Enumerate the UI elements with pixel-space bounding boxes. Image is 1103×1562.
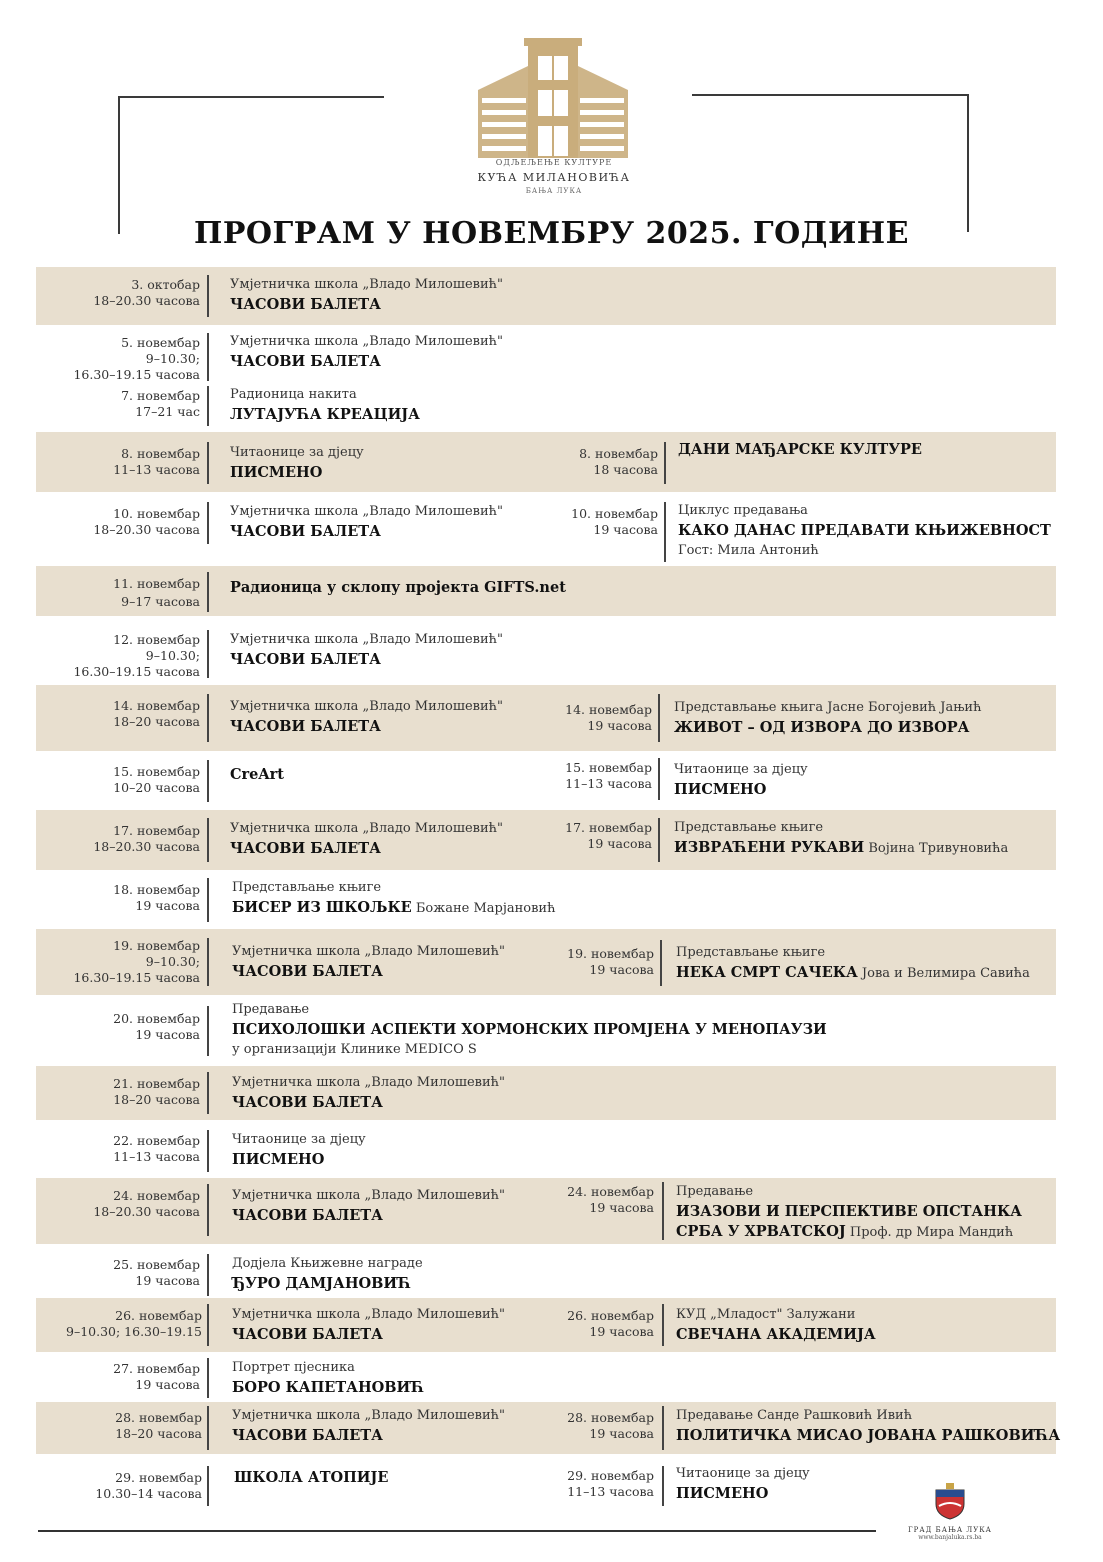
event-date (60, 823, 200, 855)
event-description (674, 698, 981, 738)
event-subtitle: Умјетничка школа „Владо Милошевић" (232, 1408, 505, 1423)
event-time: 19 часова (135, 898, 200, 913)
event-divider (207, 630, 209, 678)
event-divider (664, 442, 666, 484)
event-title: КАКО ДАНАС ПРЕДАВАТИ КЊИЖЕВНОСТ (678, 522, 1051, 539)
event-date (40, 938, 200, 986)
event-date (514, 1308, 654, 1340)
event-title: ИЗВРАЋЕНИ РУКАВИ (674, 839, 865, 856)
event-date (40, 1308, 202, 1340)
event-divider (207, 760, 209, 802)
event-time: 19 часова (589, 1426, 654, 1441)
event-day: 14. новембар (113, 698, 200, 713)
event-author: Јова и Велимира Савића (861, 966, 1030, 981)
event-date (60, 1011, 200, 1043)
event-divider (207, 938, 209, 986)
event-day: 24. новембар (567, 1184, 654, 1199)
event-date (512, 760, 652, 792)
event-subtitle: Предавање (232, 1002, 310, 1017)
event-date (60, 1470, 202, 1502)
event-time: 9–10.30; 16.30–19.15 часова (73, 648, 200, 679)
event-subtitle: Умјетничка школа „Владо Милошевић" (230, 699, 503, 714)
event-divider (207, 1466, 209, 1506)
event-date (40, 335, 200, 383)
event-time: 11–13 часова (567, 1484, 654, 1499)
event-time: 19 часова (589, 962, 654, 977)
event-description (230, 765, 284, 785)
event-day: 5. новембар (121, 335, 200, 350)
event-subtitle: Додјела Књижевне награде (232, 1256, 423, 1271)
event-title: ЖИВОТ – ОД ИЗВОРА ДО ИЗВОРА (674, 719, 970, 736)
event-description (232, 878, 555, 919)
event-date (514, 1410, 654, 1442)
event-divider (658, 694, 660, 742)
event-title: ЧАСОВИ БАЛЕТА (230, 718, 381, 735)
event-divider (207, 1304, 209, 1346)
event-subtitle: Представљање књиге (232, 880, 382, 895)
event-date (514, 1184, 654, 1216)
event-description (676, 1305, 876, 1345)
event-day: 18. новембар (113, 882, 200, 897)
event-time: 10.30–14 часова (95, 1486, 202, 1501)
event-day: 12. новембар (113, 632, 200, 647)
event-subtitle: Умјетничка школа „Владо Милошевић" (230, 334, 503, 349)
event-date (40, 632, 200, 680)
event-subtitle: Читаонице за дјецу (674, 762, 808, 777)
event-time: 11–13 часова (113, 1149, 200, 1164)
event-description (230, 578, 566, 598)
institution-name-block (470, 158, 638, 195)
event-divider (207, 1006, 209, 1056)
event-time: 18–20.30 часова (93, 293, 200, 308)
city-name: ГРАД БАЊА ЛУКА (908, 1526, 992, 1534)
event-time: 9–17 часова (121, 594, 200, 609)
event-title: СВЕЧАНА АКАДЕМИЈА (676, 1326, 876, 1343)
event-date (518, 506, 658, 538)
event-date (518, 446, 658, 478)
event-date (60, 882, 200, 914)
event-title: ЧАСОВИ БАЛЕТА (230, 523, 381, 540)
event-title: ЧАСОВИ БАЛЕТА (230, 353, 381, 370)
event-description (232, 1254, 423, 1294)
event-divider (207, 1358, 209, 1398)
event-divider (660, 940, 662, 986)
event-title: ИЗАЗОВИ И ПЕРСПЕКТИВЕ ОПСТАНКА (676, 1203, 1022, 1220)
event-subtitle: Представљање књиге (674, 820, 824, 835)
event-day: 19. новембар (567, 946, 654, 961)
event-date (60, 1133, 200, 1165)
event-subtitle: Портрет пјесника (232, 1360, 355, 1375)
event-divider (207, 572, 209, 612)
event-time: 9–10.30; 16.30–19.15 (66, 1324, 202, 1339)
event-subtitle: Умјетничка школа „Владо Милошевић" (232, 1075, 505, 1090)
event-day: 14. новембар (565, 702, 652, 717)
event-time: 10–20 часова (113, 780, 200, 795)
event-date (60, 1361, 200, 1393)
event-divider (664, 502, 666, 562)
event-day: 22. новембар (113, 1133, 200, 1148)
event-title: ЂУРО ДАМЈАНОВИЋ (232, 1275, 412, 1292)
event-subtitle: Умјетничка школа „Владо Милошевић" (230, 504, 503, 519)
event-divider (662, 1182, 664, 1240)
event-time: 18–20 часова (113, 714, 200, 729)
event-divider (207, 386, 209, 426)
page-title: ПРОГРАМ У НОВЕМБРУ 2025. ГОДИНЕ (193, 216, 910, 251)
event-date (60, 446, 200, 478)
event-day: 8. новембар (121, 446, 200, 461)
event-organizer: у организацији Клинике MEDICO S (232, 1042, 477, 1057)
city-logo (900, 1482, 1000, 1544)
event-day: 11. новембар (113, 576, 200, 591)
event-subtitle: Циклус предавања (678, 503, 808, 518)
event-description (230, 332, 503, 372)
event-divider (207, 694, 209, 742)
event-subtitle: Представљање књиге (676, 945, 826, 960)
event-time: 18 часова (593, 462, 658, 477)
event-description (234, 1468, 388, 1488)
event-day: 15. новембар (113, 764, 200, 779)
event-divider (207, 818, 209, 862)
event-divider (207, 442, 209, 484)
event-title: ПИСМЕНО (230, 464, 323, 481)
event-divider (207, 878, 209, 922)
event-divider (207, 1184, 209, 1236)
event-title: ДАНИ МАЂАРСКЕ КУЛТУРЕ (678, 441, 922, 458)
event-description (230, 630, 503, 670)
event-subtitle: КУД „Младост" Залужани (676, 1307, 856, 1322)
event-date (60, 1410, 202, 1442)
event-time: 18–20 часова (115, 1426, 202, 1441)
event-subtitle: Предавање Сандe Рашковић Ивић (676, 1408, 913, 1423)
frame-right-horizontal (692, 94, 968, 96)
event-title: ПИСМЕНО (674, 781, 767, 798)
event-title: НЕКА СМРТ САЧЕКА (676, 964, 858, 981)
event-divider (658, 818, 660, 862)
event-description (678, 501, 1051, 561)
event-author: Војина Тривуновића (868, 841, 1009, 856)
city-url: www.banjaluka.rs.ba (918, 1534, 982, 1541)
event-time: 19 часова (135, 1377, 200, 1392)
event-divider (662, 1406, 664, 1450)
event-day: 7. новембар (121, 388, 200, 403)
event-time: 9–10.30; 16.30–19.15 часова (73, 351, 200, 382)
event-title: ЧАСОВИ БАЛЕТА (230, 840, 381, 857)
event-title: ЧАСОВИ БАЛЕТА (232, 1326, 383, 1343)
event-description (230, 385, 420, 425)
event-date (512, 702, 652, 734)
event-day: 21. новембар (113, 1076, 200, 1091)
event-day: 26. новембар (567, 1308, 654, 1323)
event-description (232, 1130, 366, 1170)
event-title: Радионица у склопу пројекта GIFTS.net (230, 579, 566, 596)
event-title-line2: СРБА У ХРВАТСКОЈ (676, 1223, 846, 1240)
event-divider (207, 275, 209, 317)
frame-right-vertical (967, 94, 969, 232)
event-time: 18–20.30 часова (93, 522, 200, 537)
event-description (232, 1358, 424, 1398)
event-description (674, 818, 1008, 859)
event-time: 18–20.30 часова (93, 839, 200, 854)
event-day: 28. новембар (567, 1410, 654, 1425)
event-title: ЧАСОВИ БАЛЕТА (232, 963, 383, 980)
event-day: 8. новембар (579, 446, 658, 461)
event-description (678, 440, 922, 460)
event-date (514, 1468, 654, 1500)
event-date (60, 1188, 200, 1220)
event-subtitle: Умјетничка школа „Владо Милошевић" (230, 821, 503, 836)
event-time: 17–21 час (135, 404, 200, 419)
event-subtitle: Радионица накита (230, 387, 357, 402)
event-date (60, 388, 200, 420)
event-title: ПИСМЕНО (676, 1485, 769, 1502)
event-day: 28. новембар (115, 1410, 202, 1425)
event-day: 17. новембар (113, 823, 200, 838)
event-title: БОРО КАПЕТАНОВИЋ (232, 1379, 425, 1396)
event-day: 15. новембар (565, 760, 652, 775)
event-day: 29. новембар (115, 1470, 202, 1485)
event-description (230, 819, 503, 859)
event-title: ЛУТАЈУЋА КРЕАЦИЈА (230, 406, 420, 423)
event-divider (207, 1130, 209, 1172)
event-description (230, 443, 364, 483)
event-subtitle: Читаонице за дјецу (232, 1132, 366, 1147)
event-time: 9–10.30; 16.30–19.15 часова (73, 954, 200, 985)
event-date (512, 820, 652, 852)
event-divider (207, 1072, 209, 1114)
event-description (230, 697, 503, 737)
event-date (60, 506, 200, 538)
event-title: ЧАСОВИ БАЛЕТА (230, 296, 381, 313)
event-day: 29. новембар (567, 1468, 654, 1483)
event-description (674, 760, 808, 800)
event-date (60, 1076, 200, 1108)
footer-line (38, 1530, 876, 1532)
institution-city: БАЊА ЛУКА (525, 187, 583, 195)
event-divider (207, 1254, 209, 1296)
event-description (676, 1182, 1022, 1243)
event-title: ЧАСОВИ БАЛЕТА (230, 651, 381, 668)
event-subtitle: Умјетничка школа „Владо Милошевић" (230, 632, 503, 647)
event-date (60, 575, 200, 611)
event-date (60, 1257, 200, 1289)
event-day: 10. новембар (113, 506, 200, 521)
event-description (232, 1305, 505, 1345)
event-day: 26. новембар (115, 1308, 202, 1323)
event-time: 19 часова (593, 522, 658, 537)
event-subtitle: Представљање књига Јасне Богојевић Јањић (674, 700, 982, 715)
event-subtitle: Умјетничка школа „Владо Милошевић" (232, 1307, 505, 1322)
event-divider (662, 1304, 664, 1346)
event-day: 24. новембар (113, 1188, 200, 1203)
event-divider (207, 502, 209, 544)
event-description (232, 1000, 827, 1060)
event-subtitle: Умјетничка школа „Владо Милошевић" (232, 1188, 505, 1203)
event-time: 18–20.30 часова (93, 1204, 200, 1219)
event-time: 19 часова (589, 1200, 654, 1215)
event-time: 11–13 часова (113, 462, 200, 477)
event-guest: Гост: Мила Антонић (678, 543, 819, 558)
event-author: Проф. др Мира Мандић (849, 1225, 1014, 1240)
event-subtitle: Читаонице за дјецу (676, 1466, 810, 1481)
event-subtitle: Умјетничка школа „Владо Милошевић" (232, 944, 505, 959)
event-time: 19 часова (135, 1027, 200, 1042)
event-time: 11–13 часова (565, 776, 652, 791)
event-description (676, 1406, 1060, 1446)
event-description (676, 1464, 810, 1504)
event-day: 25. новембар (113, 1257, 200, 1272)
event-title: ЧАСОВИ БАЛЕТА (232, 1094, 383, 1111)
city-coat-of-arms-icon (933, 1482, 967, 1520)
event-title: ШКОЛА АТОПИЈЕ (234, 1469, 389, 1486)
event-day: 20. новембар (113, 1011, 200, 1026)
event-title: CreArt (230, 766, 284, 783)
event-title: ПИСМЕНО (232, 1151, 325, 1168)
event-divider (662, 1466, 664, 1506)
event-divider (207, 1406, 209, 1450)
event-day: 17. новембар (565, 820, 652, 835)
institution-top-label: ОДЉЕЉЕЊЕ КУЛТУРЕ (495, 158, 613, 167)
event-title: ЧАСОВИ БАЛЕТА (232, 1427, 383, 1444)
frame-left-horizontal (118, 96, 384, 98)
event-subtitle: Предавање (676, 1184, 754, 1199)
event-title: БИСЕР ИЗ ШКОЉКЕ (232, 899, 412, 916)
event-description (230, 275, 503, 315)
event-date (60, 277, 200, 309)
institution-name: КУЋА МИЛАНОВИЋА (477, 171, 631, 184)
event-time: 19 часова (589, 1324, 654, 1339)
event-time: 19 часова (587, 718, 652, 733)
event-time: 19 часова (135, 1273, 200, 1288)
event-title: ЧАСОВИ БАЛЕТА (232, 1207, 383, 1224)
event-description (232, 942, 505, 982)
event-divider (658, 758, 660, 800)
event-description (232, 1186, 505, 1226)
event-author: Божане Марјановић (415, 901, 556, 916)
event-divider (207, 333, 209, 381)
event-title: ПСИХОЛОШКИ АСПЕКТИ ХОРМОНСКИХ ПРОМЈЕНА У МЕНОПАУЗИ (232, 1021, 827, 1038)
event-day: 27. новембар (113, 1361, 200, 1376)
event-description (232, 1073, 505, 1113)
event-date (514, 946, 654, 978)
event-day: 19. новембар (113, 938, 200, 953)
event-day: 10. новембар (571, 506, 658, 521)
event-description (676, 943, 1030, 984)
event-subtitle: Умјетничка школа „Владо Милошевић" (230, 277, 503, 292)
event-description (230, 502, 503, 542)
event-time: 18–20 часова (113, 1092, 200, 1107)
event-subtitle: Читаонице за дјецу (230, 445, 364, 460)
event-date (60, 698, 200, 730)
frame-left-vertical (118, 96, 120, 234)
event-title: ПОЛИТИЧКА МИСАО ЈОВАНА РАШКОВИЋА (676, 1427, 1061, 1444)
event-date (60, 764, 200, 796)
event-time: 19 часова (587, 836, 652, 851)
event-day: 3. октобар (131, 277, 200, 292)
event-description (232, 1406, 505, 1446)
